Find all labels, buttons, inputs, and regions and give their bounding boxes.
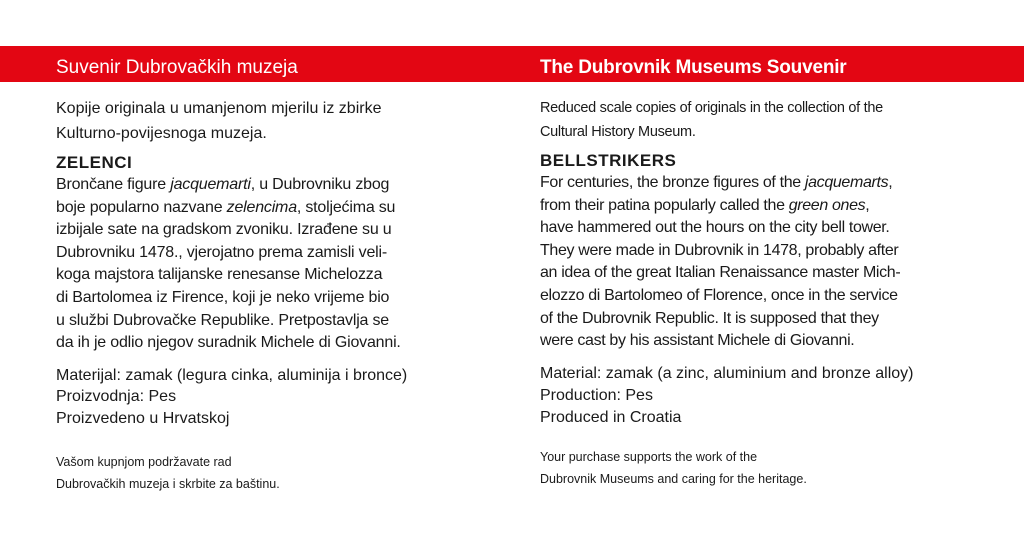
- text-segment: , u Dubrovniku zbog: [250, 176, 390, 193]
- croatian-origin: Proizvedeno u Hrvatskoj: [56, 409, 230, 427]
- english-intro-line: Reduced scale copies of originals in the collection of the: [540, 100, 883, 116]
- croatian-support-note: [56, 451, 496, 495]
- english-intro: [540, 96, 970, 144]
- text-segment: from their patina popularly called the: [540, 196, 789, 214]
- text-segment: ,: [888, 174, 893, 191]
- text-segment: boje popularno nazvane: [56, 198, 227, 216]
- english-body-line: of the Dubrovnik Republic. It is supposed that they: [540, 309, 879, 327]
- english-support-line: Your purchase supports the work of the: [540, 449, 758, 464]
- english-body-line: have hammered out the hours on the city bell tower.: [540, 219, 890, 237]
- croatian-body-line: koga majstora talijanske renesanse Michelozza: [56, 266, 383, 284]
- croatian-body-line: izbijale sate na gradskom zvoniku. Izrađene su u: [56, 221, 392, 239]
- english-title: The Dubrovnik Museums Souvenir: [540, 57, 847, 78]
- english-material: Material: zamak (a zinc, aluminium and bronze alloy): [540, 364, 914, 382]
- croatian-support-line: Vašom kupnjom podržavate rad: [56, 455, 232, 470]
- text-segment: ,: [865, 196, 870, 214]
- croatian-body-line: u službi Dubrovačke Republike. Pretpostavlja se: [56, 311, 389, 329]
- croatian-body-line: [56, 174, 496, 197]
- croatian-intro: [56, 96, 496, 146]
- english-support-note: [540, 446, 970, 490]
- croatian-body-line: di Bartolomea iz Firence, koji je neko vrijeme bio: [56, 288, 390, 306]
- english-body-line: an idea of the great Italian Renaissance master Mich-: [540, 264, 901, 282]
- croatian-support-line: Dubrovačkih muzeja i skrbite za baštinu.: [56, 477, 280, 492]
- english-meta: [540, 363, 970, 430]
- croatian-production: Proizvodnja: Pes: [56, 388, 177, 406]
- croatian-column: [56, 46, 496, 495]
- text-segment: For centuries, the bronze figures of the: [540, 174, 805, 191]
- croatian-body-line: Dubrovniku 1478., vjerojatno prema zamisli veli-: [56, 243, 387, 261]
- english-body: [540, 172, 970, 353]
- english-production: Production: Pes: [540, 387, 653, 405]
- croatian-material: Materijal: zamak (legura cinka, aluminija i bronce): [56, 366, 408, 384]
- english-origin: Produced in Croatia: [540, 409, 682, 427]
- croatian-intro-line: Kopije originala u umanjenom mjerilu iz zbirke: [56, 100, 382, 117]
- croatian-intro-line: Kulturno-povijesnoga muzeja.: [56, 125, 267, 142]
- text-segment: , stoljećima su: [296, 198, 396, 216]
- english-intro-line: Cultural History Museum.: [540, 124, 696, 140]
- english-heading: BELLSTRIKERS: [540, 151, 677, 170]
- italic-term: green ones: [788, 196, 866, 214]
- english-body-line: [540, 172, 970, 195]
- croatian-title: Suvenir Dubrovačkih muzeja: [56, 57, 298, 78]
- english-body-line: [540, 195, 970, 218]
- english-body-line: They were made in Dubrovnik in 1478, probably after: [540, 241, 899, 259]
- english-support-line: Dubrovnik Museums and caring for the heritage.: [540, 471, 807, 486]
- italic-term: jacquemarts: [804, 174, 889, 191]
- croatian-meta: [56, 365, 496, 430]
- english-body-line: elozzo di Bartolomeo of Florence, once in the service: [540, 286, 898, 304]
- english-column: [540, 46, 970, 490]
- italic-term: zelencima: [226, 198, 297, 216]
- english-body-line: were cast by his assistant Michele di Giovanni.: [540, 332, 855, 350]
- text-segment: Brončane figure: [56, 176, 171, 193]
- croatian-body-line: [56, 197, 496, 220]
- croatian-heading: ZELENCI: [56, 153, 133, 172]
- croatian-body-line: da ih je odlio njegov suradnik Michele di Giovanni.: [56, 334, 401, 352]
- italic-term: jacquemarti: [170, 176, 251, 193]
- croatian-body: [56, 174, 496, 355]
